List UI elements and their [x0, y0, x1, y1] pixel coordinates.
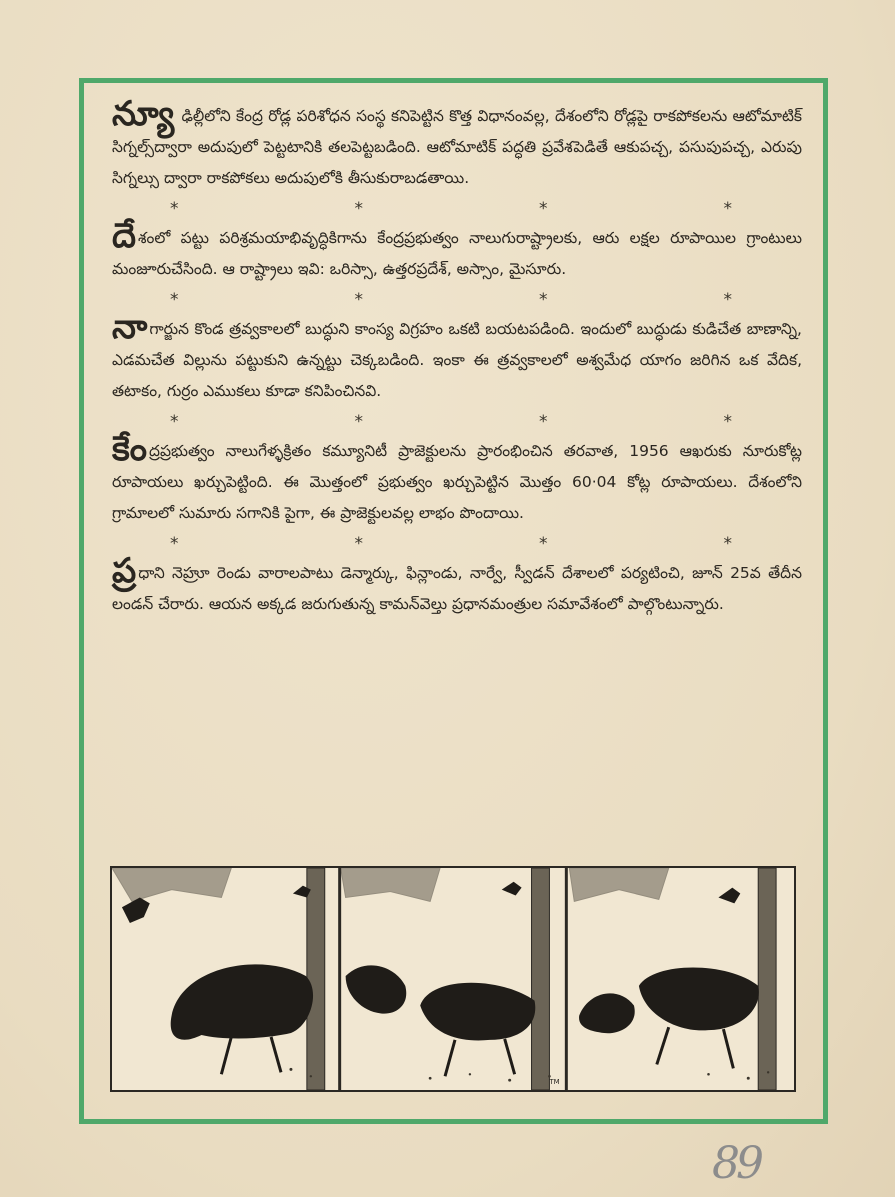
- comic-illustration: [112, 868, 794, 1090]
- panel-2: [346, 868, 550, 1090]
- star-2: *: [354, 290, 363, 310]
- separator-stars: [112, 411, 802, 433]
- star-3: *: [539, 199, 548, 219]
- article-text: ద్రప్రభుత్వం నాలుగేళ్ళక్రితం కమ్యూనిటీ ప్రాజెక్టులను ప్రారంభించిన తరవాత, 1956 ఆఖరుకు నూరుకోట్ల రూపాయలు ఖర్చుపెట్టింది. ఈ మొత్తంలో ప్రభుత్వం ఖర్చుపెట్టిన మొత్తం 60·04 కోట్ల రూపాయలు. దేశంలోని గ్రామాలలో సుమారు సగానికి పైగా, ఈ ప్రాజెక్టులవల్ల లాభం పొందాయి.: [112, 442, 802, 522]
- star-3: *: [539, 412, 548, 432]
- star-2: *: [354, 199, 363, 219]
- article-text: గార్జున కొండ త్రవ్వకాలలో బుద్ధుని కాంస్య విగ్రహం ఒకటి బయటపడింది. ఇందులో బుద్ధుడు కుడిచేత బాణాన్ని, ఎడమచేత విల్లును పట్టుకుని ఉన్నట్టు చెక్కబడింది. ఇంకా ఈ త్రవ్వకాలలో అశ్వమేధ యాగం జరిగిన ఒక వేదిక, తటాకం, గుర్రం ఎముకలు కూడా కనిపించినవి.: [112, 320, 802, 400]
- dropcap: కేం: [112, 429, 147, 469]
- tree-trunk: [307, 868, 325, 1090]
- foliage-hatching: [112, 868, 669, 901]
- dropcap: న్యూ: [112, 94, 175, 134]
- ground-speckles: [289, 1068, 769, 1082]
- panel-3: [579, 868, 776, 1090]
- star-3: *: [539, 290, 548, 310]
- separator-stars: [112, 198, 802, 220]
- star-1: *: [170, 412, 179, 432]
- dropcap: ప్ర: [112, 551, 137, 591]
- star-2: *: [354, 534, 363, 554]
- comic-signature: TM: [549, 1078, 560, 1087]
- news-item-silk-grants: [112, 216, 802, 285]
- news-item-nagarjuna-buddha: [112, 307, 802, 407]
- separator-stars: [112, 289, 802, 311]
- buffalo: [171, 964, 313, 1039]
- star-4: *: [723, 412, 732, 432]
- dropcap: నా: [112, 307, 148, 347]
- news-item-community-projects: [112, 429, 802, 529]
- mouse: [502, 882, 522, 896]
- star-2: *: [354, 412, 363, 432]
- dropcap: దే: [112, 216, 137, 256]
- star-1: *: [170, 199, 179, 219]
- tree-trunk: [758, 868, 776, 1090]
- article-text: ఢిల్లీలోని కేంద్ర రోడ్ల పరిశోధన సంస్థ కనిపెట్టిన కొత్త విధానంవల్ల, దేశంలోని రోడ్లపై రాకపోకలను ఆటోమాటిక్ సిగ్నల్స్‌ద్వారా అదుపులో పెట్టటానికి తలపెట్టబడింది. ఆటోమాటిక్ పద్ధతి ప్రవేశపెడితే ఆకుపచ్చ, పసుపుపచ్చ, ఎరుపు సిగ్నల్సు ద్వారా రాకపోకలు అదుపులోకి తీసుకురాబడతాయి.: [112, 107, 802, 187]
- buffalo: [420, 983, 535, 1041]
- buffalo: [639, 967, 759, 1030]
- cat: [579, 993, 635, 1033]
- star-4: *: [723, 290, 732, 310]
- star-4: *: [723, 199, 732, 219]
- page-number: 89: [712, 1138, 760, 1189]
- separator-stars: [112, 533, 802, 555]
- star-4: *: [723, 534, 732, 554]
- news-item-delhi-road-signals: [112, 94, 802, 194]
- article-text: శంలో పట్టు పరిశ్రమయాభివృద్ధికిగాను కేంద్రప్రభుత్వం నాలుగురాష్ట్రాలకు, ఆరు లక్షల రూపాయిల గ్రాంటులు మంజూరుచేసింది. ఆ రాష్ట్రాలు ఇవి: ఒరిస్సా, ఉత్తరప్రదేశ్, అస్సాం, మైసూరు.: [112, 229, 802, 278]
- star-1: *: [170, 290, 179, 310]
- comic-strip: [110, 866, 796, 1092]
- cat-on-branch: [122, 897, 150, 923]
- mouse: [718, 888, 740, 904]
- star-3: *: [539, 534, 548, 554]
- star-1: *: [170, 534, 179, 554]
- news-column: [112, 94, 802, 620]
- cat-leaping: [346, 965, 407, 1013]
- news-item-nehru-tour: [112, 551, 802, 620]
- article-text: ధాని నెహ్రూ రెండు వారాలపాటు డెన్మార్కు, ఫిన్లాండు, నార్వే, స్వీడన్ దేశాలలో పర్యటించి, జూన్ 25వ తేదీన లండన్ చేరారు. ఆయన అక్కడ జరుగుతున్న కామన్‌వెల్తు ప్రధానమంత్రుల సమావేశంలో పాల్గొంటున్నారు.: [112, 564, 802, 613]
- panel-1: [122, 868, 325, 1090]
- tree-trunk: [532, 868, 550, 1090]
